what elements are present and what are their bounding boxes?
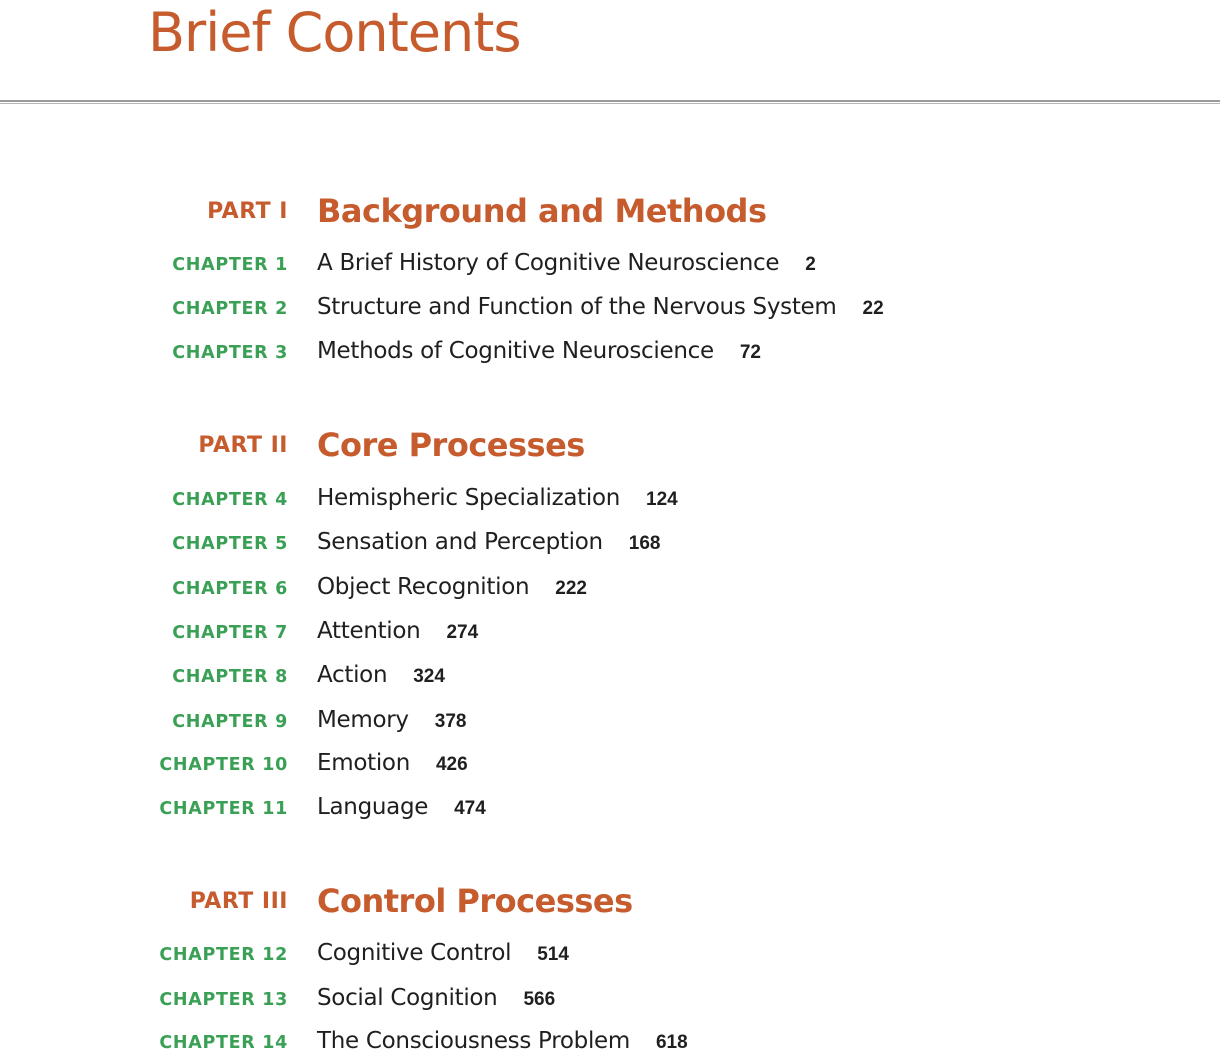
chapter-label: CHAPTER 10 [159,755,288,775]
chapter-page-number: 124 [646,489,678,510]
chapter-title: Language [317,794,429,820]
chapter-page-number: 618 [655,1032,688,1053]
chapter-page-number: 378 [434,711,467,732]
chapter-title: Cognitive Control [317,940,512,966]
part-title: Control Processes [317,882,633,920]
part-heading [0,191,1220,231]
chapter-label: CHAPTER 9 [172,712,288,732]
toc-entry[interactable] [0,567,1220,607]
chapter-page-number: 72 [739,342,761,363]
chapter-page-number: 566 [523,989,556,1010]
chapter-title: A Brief History of Cognitive Neuroscience [317,250,780,276]
chapter-page-number: 324 [413,666,445,687]
toc-entry[interactable] [0,978,1220,1018]
part-title: Core Processes [317,426,585,464]
chapter-title: Social Cognition [317,985,498,1011]
chapter-label: CHAPTER 6 [172,579,288,599]
chapter-title: Memory [317,707,409,733]
part-heading [0,425,1220,465]
chapter-label: CHAPTER 5 [172,534,288,554]
chapter-page-number: 22 [862,298,884,319]
toc-entry[interactable] [0,933,1220,973]
chapter-page-number: 426 [435,754,468,775]
toc-entry[interactable] [0,1021,1220,1061]
chapter-page-number: 168 [628,533,661,554]
chapter-label: CHAPTER 2 [172,299,288,319]
part-heading [0,881,1220,921]
chapter-label: CHAPTER 12 [159,945,288,965]
chapter-title: Object Recognition [317,574,530,600]
part-label: PART I [207,199,288,224]
chapter-label: CHAPTER 11 [159,799,288,819]
toc-entry[interactable] [0,787,1220,827]
toc-entry[interactable] [0,655,1220,695]
chapter-page-number: 514 [537,944,569,965]
toc-entry[interactable] [0,331,1220,371]
toc-entry[interactable] [0,478,1220,518]
toc-entry[interactable] [0,743,1220,783]
chapter-page-number: 2 [805,254,816,275]
chapter-label: CHAPTER 3 [172,343,288,363]
page-title: Brief Contents [148,1,521,64]
chapter-label: CHAPTER 1 [172,255,288,275]
chapter-title: Methods of Cognitive Neuroscience [317,338,714,364]
chapter-page-number: 274 [446,622,479,643]
part-label: PART II [198,433,288,458]
toc-entry[interactable] [0,611,1220,651]
part-label: PART III [189,889,288,914]
chapter-label: CHAPTER 7 [172,623,288,643]
chapter-label: CHAPTER 4 [172,490,288,510]
chapter-page-number: 474 [454,798,486,819]
chapter-page-number: 222 [555,578,587,599]
chapter-label: CHAPTER 14 [159,1033,288,1053]
chapter-title: Hemispheric Specialization [317,485,621,511]
toc-entry[interactable] [0,700,1220,740]
toc-entry[interactable] [0,243,1220,283]
toc-entry[interactable] [0,287,1220,327]
title-divider [0,100,1220,104]
chapter-title: Emotion [317,750,410,776]
chapter-title: Sensation and Perception [317,529,603,555]
toc-entry[interactable] [0,522,1220,562]
chapter-label: CHAPTER 13 [159,990,288,1010]
part-title: Background and Methods [317,192,767,230]
chapter-title: Attention [317,618,421,644]
chapter-title: Action [317,662,388,688]
chapter-title: Structure and Function of the Nervous System [317,294,837,320]
chapter-title: The Consciousness Problem [317,1028,630,1054]
chapter-label: CHAPTER 8 [172,667,288,687]
